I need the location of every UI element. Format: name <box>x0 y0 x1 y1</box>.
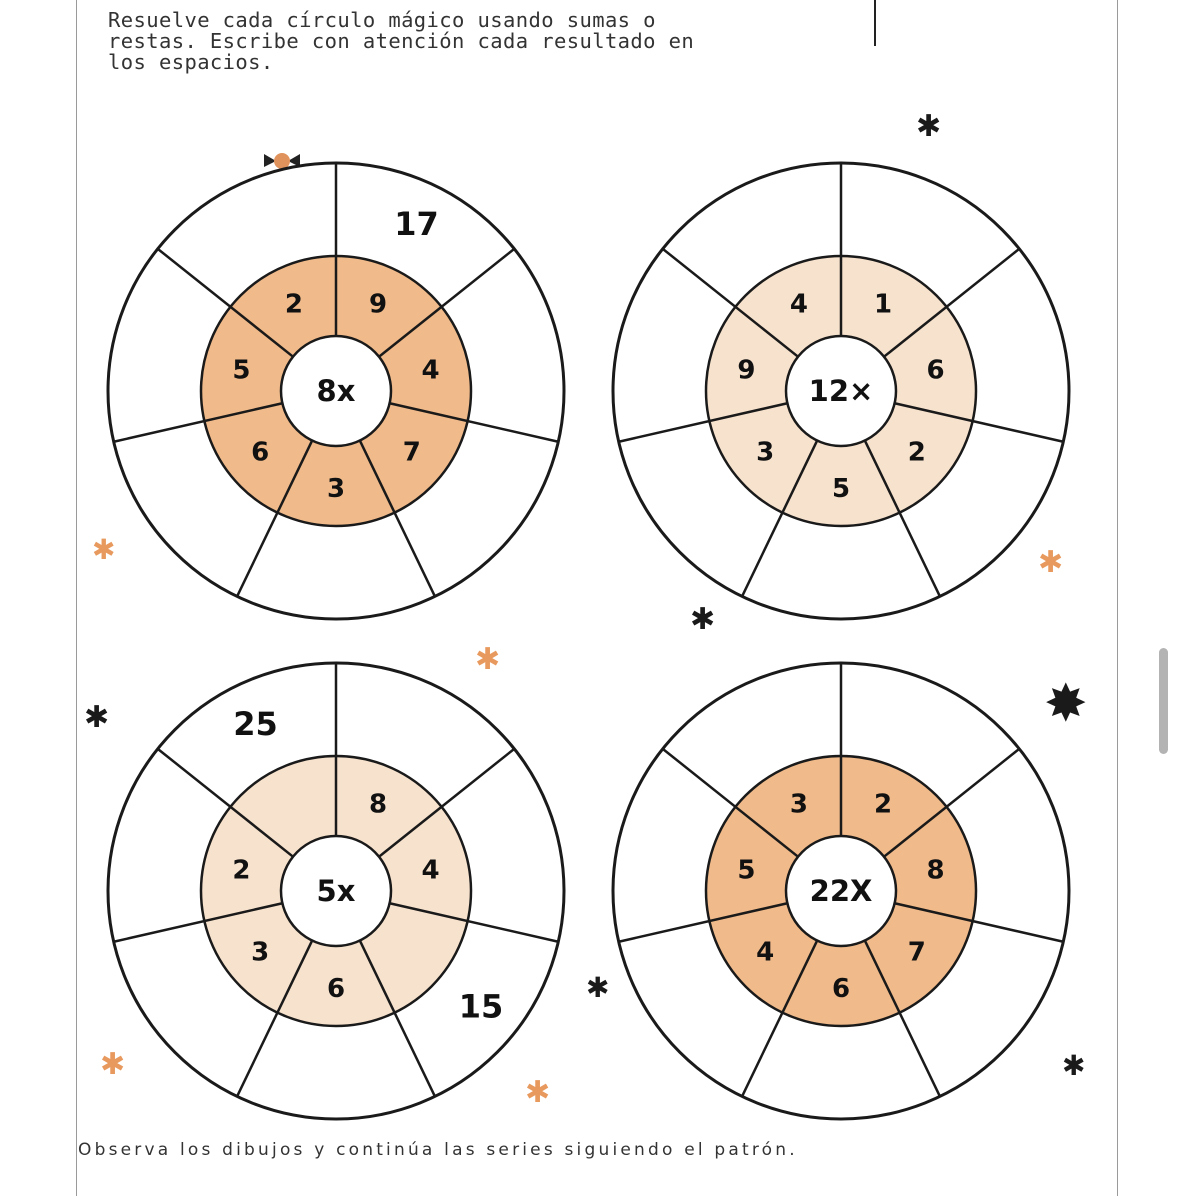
answer-blank[interactable] <box>306 543 366 603</box>
star-icon: ✱ <box>586 971 610 1004</box>
answer-blank[interactable] <box>227 197 287 257</box>
answer-blank[interactable] <box>306 1043 366 1103</box>
star-icon: ✱ <box>475 642 501 677</box>
instructions-line-2: restas. Escribe con atención cada resultado en <box>108 29 695 53</box>
series-instructions-text: Observa los dibujos y continúa las series siguiendo el patrón. <box>78 1140 798 1160</box>
answer-blank[interactable] <box>634 821 694 881</box>
inner-number: 5 <box>737 855 756 886</box>
magic-circle-bottom-left <box>100 655 572 1127</box>
star-icon: ✱ <box>916 109 942 144</box>
inner-number: 9 <box>369 289 388 320</box>
answer-blank[interactable] <box>732 697 792 757</box>
inner-number: 1 <box>874 289 893 320</box>
answer-blank[interactable] <box>988 821 1048 881</box>
magic-circle-top-left <box>100 155 572 627</box>
answer-blank[interactable] <box>164 474 224 534</box>
answer-blank[interactable] <box>811 1043 871 1103</box>
answer-blank[interactable] <box>129 821 189 881</box>
instructions-text <box>108 10 848 73</box>
inner-number: 8 <box>926 855 945 886</box>
inner-number: 2 <box>907 437 926 468</box>
center-multiplier: 5x <box>316 874 356 908</box>
answer-blank[interactable] <box>164 974 224 1034</box>
answer-blank[interactable] <box>129 321 189 381</box>
inner-number: 6 <box>251 437 270 468</box>
star-icon: ✱ <box>1062 1049 1086 1082</box>
star-icon: ✱ <box>1038 545 1064 580</box>
inner-number: 3 <box>789 789 808 820</box>
instructions-line-1: Resuelve cada círculo mágico usando sumas o <box>108 8 656 32</box>
star-icon: ✱ <box>525 1075 551 1110</box>
center-multiplier: 12× <box>808 374 874 408</box>
answer-blank[interactable] <box>953 974 1013 1034</box>
inner-number: 7 <box>402 437 421 468</box>
answer-blank[interactable] <box>483 821 543 881</box>
answer-blank[interactable] <box>448 474 508 534</box>
inner-number: 9 <box>737 355 756 386</box>
inner-number: 2 <box>232 855 251 886</box>
answer-blank[interactable] <box>953 474 1013 534</box>
outer-answer[interactable]: 15 <box>458 987 504 1026</box>
inner-number: 5 <box>831 474 851 504</box>
inner-number: 8 <box>369 789 388 820</box>
inner-number: 6 <box>926 355 945 386</box>
outer-answer[interactable]: 25 <box>233 704 278 743</box>
inner-number: 7 <box>907 937 926 968</box>
center-multiplier: 8x <box>316 374 356 408</box>
answer-blank[interactable] <box>890 697 950 757</box>
page-divider-line <box>874 0 876 46</box>
inner-number: 3 <box>756 437 775 468</box>
star-icon: ✱ <box>100 1047 126 1082</box>
answer-blank[interactable] <box>732 197 792 257</box>
inner-number: 5 <box>232 355 251 386</box>
star-icon: ✱ <box>690 602 716 637</box>
outer-answer[interactable]: 17 <box>394 204 439 243</box>
answer-blank[interactable] <box>634 321 694 381</box>
inner-number: 6 <box>326 974 346 1004</box>
magic-circle-bottom-right <box>605 655 1077 1127</box>
inner-number: 4 <box>421 355 440 386</box>
inner-number: 3 <box>251 937 270 968</box>
inner-number: 3 <box>326 474 346 504</box>
instructions-line-3: los espacios. <box>108 50 274 74</box>
answer-blank[interactable] <box>988 321 1048 381</box>
answer-blank[interactable] <box>669 474 729 534</box>
inner-number: 6 <box>831 974 851 1004</box>
answer-blank[interactable] <box>811 543 871 603</box>
scrollbar-thumb[interactable] <box>1159 648 1168 754</box>
answer-blank[interactable] <box>483 321 543 381</box>
inner-number: 2 <box>874 789 893 820</box>
inner-number: 4 <box>789 289 808 320</box>
inner-number: 4 <box>421 855 440 886</box>
star-icon: ✱ <box>84 700 110 735</box>
answer-blank[interactable] <box>669 974 729 1034</box>
center-multiplier: 22X <box>809 874 873 908</box>
answer-blank[interactable] <box>890 197 950 257</box>
magic-circle-top-right <box>605 155 1077 627</box>
answer-blank[interactable] <box>385 697 445 757</box>
inner-number: 2 <box>284 289 303 320</box>
star-icon: ✸ <box>1044 674 1088 734</box>
star-icon: ✱ <box>92 533 116 566</box>
inner-number: 4 <box>756 937 775 968</box>
